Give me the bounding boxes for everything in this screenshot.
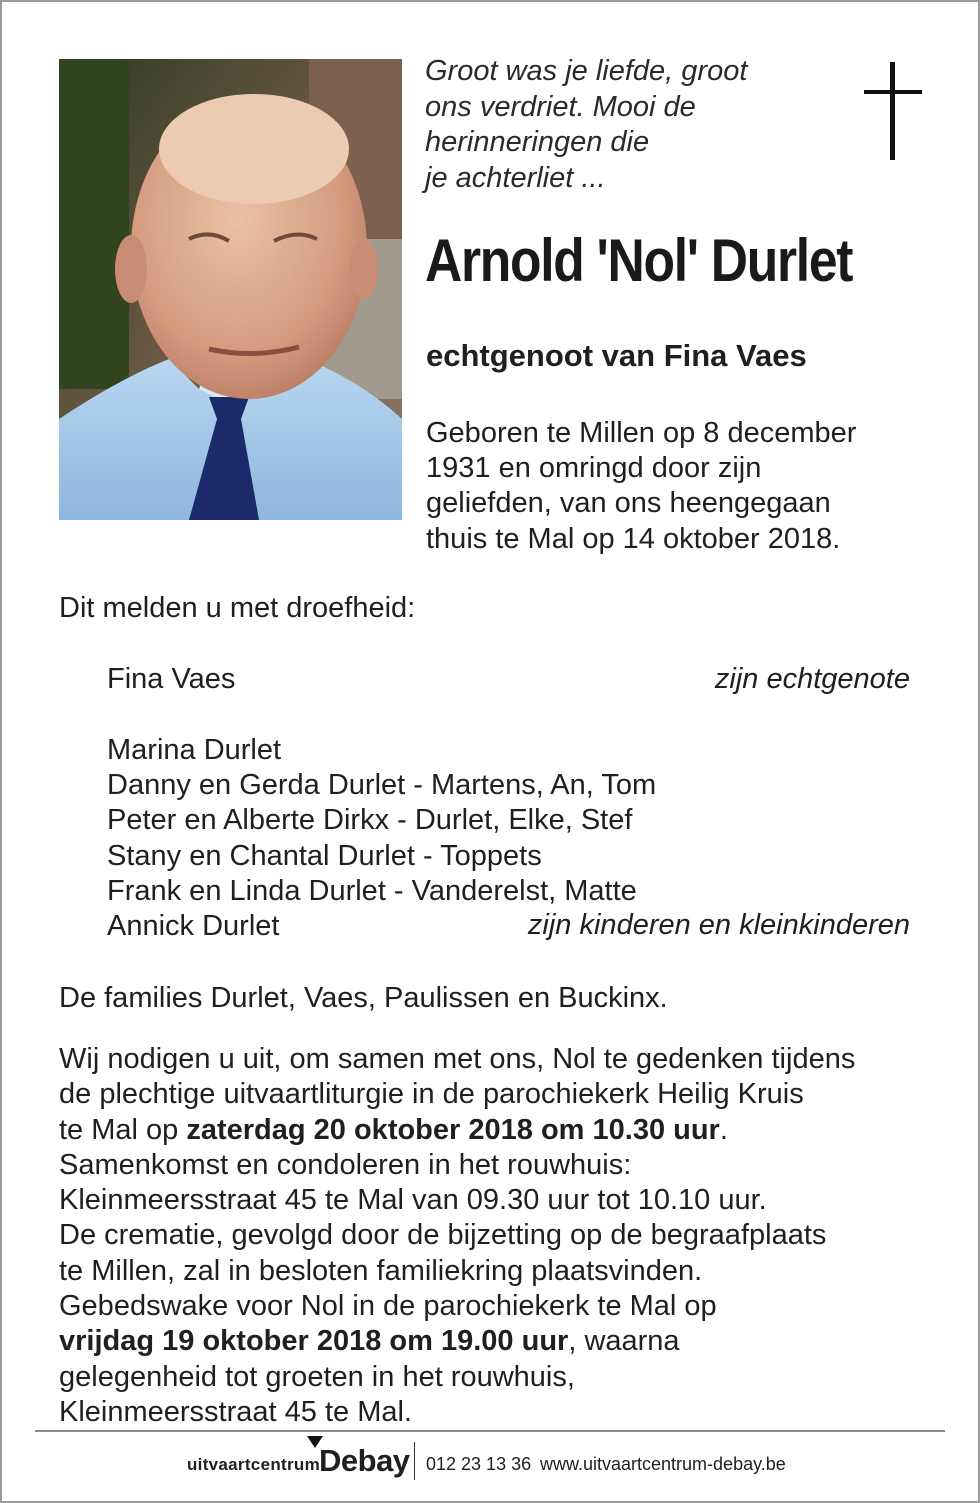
list-item: Frank en Linda Durlet - Vanderelst, Matte [107, 874, 637, 907]
footer [0, 1432, 980, 1492]
portrait-photo [59, 59, 402, 520]
invite-line: Wij nodigen u uit, om samen met ons, Nol te gedenken tijdens [59, 1043, 856, 1075]
invite-line [59, 1113, 939, 1148]
spouse-name: Fina Vaes [107, 663, 236, 695]
birth-death-text [426, 416, 946, 557]
list-item: Peter en Alberte Dirkx - Durlet, Elke, Stef [107, 804, 633, 837]
announcement: Dit melden u met droefheid: [59, 592, 416, 624]
invitation-text [59, 1042, 939, 1430]
footer-brand: Debay [319, 1443, 410, 1478]
families-line: De families Durlet, Vaes, Paulissen en Buckinx. [59, 982, 668, 1014]
invite-text: te Mal op [59, 1113, 187, 1146]
list-item: Danny en Gerda Durlet - Martens, An, Tom [107, 769, 657, 802]
footer-website: www.uitvaartcentrum-debay.be [540, 1454, 786, 1474]
deceased-name: Arnold 'Nol' Durlet [425, 227, 853, 294]
footer-phone: 012 23 13 36 [426, 1454, 532, 1474]
verse-line: Groot was je liefde, groot [425, 55, 748, 87]
invite-text: , waarna [568, 1325, 680, 1358]
cross-icon [864, 62, 922, 160]
spouse-row [107, 663, 910, 698]
invite-line: De crematie, gevolgd door de bijzetting op de begraafplaats [59, 1219, 827, 1252]
footer-separator [414, 1442, 415, 1480]
invite-line: te Millen, zal in besloten familiekring plaatsvinden. [59, 1254, 703, 1287]
verse-line: je achterliet ... [425, 161, 606, 194]
born-line: 1931 en omringd door zijn [426, 452, 762, 485]
verse-line: herinneringen die [425, 126, 650, 158]
verse-line: ons verdriet. Mooi de [425, 90, 696, 123]
spouse-line: echtgenoot van Fina Vaes [426, 338, 807, 373]
invite-line: de plechtige uitvaartliturgie in de parochiekerk Heilig Kruis [59, 1078, 804, 1111]
list-item: Stany en Chantal Durlet - Toppets [107, 839, 542, 872]
children-relation: zijn kinderen en kleinkinderen [527, 909, 910, 941]
invite-line: Kleinmeersstraat 45 te Mal van 09.30 uur tot 10.10 uur. [59, 1184, 767, 1217]
footer-label: uitvaartcentrum [187, 1455, 320, 1474]
born-line: Geboren te Millen op 8 december [426, 417, 857, 449]
list-item: Annick Durlet [107, 910, 280, 943]
born-line: thuis te Mal op 14 oktober 2018. [426, 522, 841, 555]
invite-line: gelegenheid tot groeten in het rouwhuis, [59, 1360, 575, 1393]
invite-line: Samenkomst en condoleren in het rouwhuis: [59, 1148, 632, 1181]
invite-line: Gebedswake voor Nol in de parochiekerk te Mal op [59, 1290, 717, 1323]
invite-line: Kleinmeersstraat 45 te Mal. [59, 1395, 412, 1428]
invite-text: . [719, 1113, 728, 1146]
wake-datetime: vrijdag 19 oktober 2018 om 19.00 uur [59, 1325, 569, 1358]
invite-line [59, 1324, 939, 1359]
list-item: Marina Durlet [107, 734, 282, 766]
memorial-verse [425, 54, 825, 196]
spouse-relation: zijn echtgenote [714, 663, 910, 695]
born-line: geliefden, van ons heengegaan [426, 487, 831, 520]
funeral-datetime: zaterdag 20 oktober 2018 om 10.30 uur [186, 1113, 720, 1146]
